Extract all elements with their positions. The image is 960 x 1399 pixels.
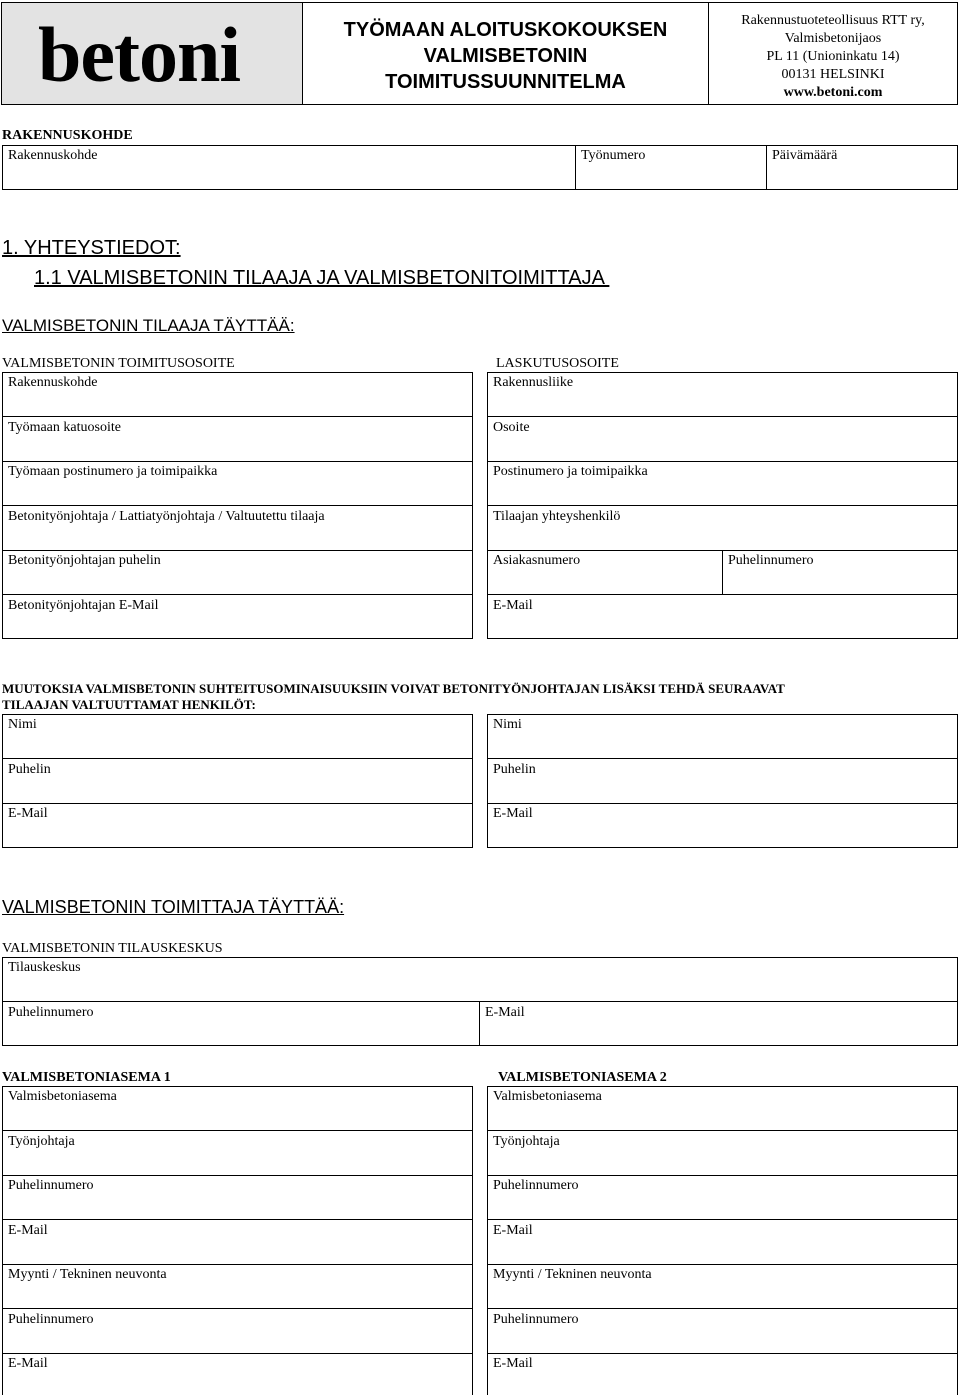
org-website[interactable]: www.betoni.com <box>783 85 883 100</box>
left-field[interactable] <box>2 550 473 594</box>
field-label: Työmaan postinumero ja toimipaikka <box>8 464 218 479</box>
person2-email[interactable] <box>487 803 958 848</box>
asema1-field[interactable] <box>2 1353 473 1395</box>
org-line: PL 11 (Unioninkatu 14) <box>766 49 900 64</box>
asema2-field[interactable] <box>487 1130 958 1175</box>
field-label: Puhelinnumero <box>8 1312 94 1327</box>
field-label: Tilaajan yhteyshenkilö <box>493 509 621 524</box>
asiakasnumero-field[interactable] <box>487 550 722 594</box>
field-label: E-Mail <box>485 1005 525 1020</box>
asema2-field[interactable] <box>487 1353 958 1395</box>
toimittaja-heading: VALMISBETONIN TOIMITTAJA TÄYTTÄÄ: <box>2 897 345 917</box>
field-label: Puhelin <box>8 762 51 777</box>
asema1-heading: VALMISBETONIASEMA 1 <box>2 1070 171 1085</box>
title-line: TYÖMAAN ALOITUSKOKOUKSEN <box>343 19 668 41</box>
tyonumero-field[interactable] <box>575 145 766 190</box>
field-label: Myynti / Tekninen neuvonta <box>493 1267 652 1282</box>
org-line: Valmisbetonijaos <box>784 31 882 46</box>
person2-puhelin[interactable] <box>487 758 958 803</box>
asema1-field[interactable] <box>2 1086 473 1130</box>
paivamaara-field[interactable] <box>766 145 958 190</box>
asema2-field[interactable] <box>487 1308 958 1353</box>
field-label: Tilauskeskus <box>8 960 81 975</box>
title-line: VALMISBETONIN <box>423 45 588 67</box>
field-label: Valmisbetoniasema <box>8 1089 117 1104</box>
puhelinnumero-field[interactable] <box>722 550 958 594</box>
logo: betoni <box>38 11 241 98</box>
field-label: E-Mail <box>493 1223 533 1238</box>
person1-email[interactable] <box>2 803 473 848</box>
left-field[interactable] <box>2 505 473 550</box>
field-label: Työnumero <box>581 148 646 163</box>
field-label: Puhelinnumero <box>493 1178 579 1193</box>
asema2-heading: VALMISBETONIASEMA 2 <box>498 1070 667 1085</box>
field-label: Myynti / Tekninen neuvonta <box>8 1267 167 1282</box>
left-field[interactable] <box>2 416 473 461</box>
field-label: Puhelinnumero <box>8 1178 94 1193</box>
field-label: E-Mail <box>493 1356 533 1371</box>
field-label: Betonityönjohtajan E-Mail <box>8 598 159 613</box>
section1-heading: 1. YHTEYSTIEDOT: <box>2 237 181 259</box>
field-label: E-Mail <box>8 1223 48 1238</box>
asema2-field[interactable] <box>487 1175 958 1219</box>
field-label: E-Mail <box>8 806 48 821</box>
field-label: Päivämäärä <box>772 148 838 163</box>
field-label: Rakennusliike <box>493 375 574 390</box>
toimitusosoite-heading: VALMISBETONIN TOIMITUSOSOITE <box>2 356 235 371</box>
laskutusosoite-heading: LASKUTUSOSOITE <box>496 356 619 371</box>
field-label: Työnjohtaja <box>493 1134 560 1149</box>
asema1-field[interactable] <box>2 1130 473 1175</box>
field-label: Nimi <box>8 717 37 732</box>
right-field[interactable] <box>487 505 958 550</box>
right-field[interactable] <box>487 461 958 505</box>
right-field[interactable] <box>487 594 958 639</box>
field-label: Betonityönjohtaja / Lattiatyönjohtaja / Valtuutettu tilaaja <box>8 509 325 524</box>
field-label: Osoite <box>493 420 530 435</box>
person2-nimi[interactable] <box>487 714 958 758</box>
org-line: Rakennustuoteteollisuus RTT ry, <box>741 13 925 28</box>
tilauskeskus-heading: VALMISBETONIN TILAUSKESKUS <box>2 941 223 956</box>
person1-nimi[interactable] <box>2 714 473 758</box>
field-label: Valmisbetoniasema <box>493 1089 602 1104</box>
field-label: Puhelinnumero <box>493 1312 579 1327</box>
left-field[interactable] <box>2 594 473 639</box>
rakennuskohde-field[interactable] <box>2 145 575 190</box>
field-label: Nimi <box>493 717 522 732</box>
field-label: Postinumero ja toimipaikka <box>493 464 648 479</box>
left-field[interactable] <box>2 372 473 416</box>
header-logo-box <box>1 2 303 105</box>
left-field[interactable] <box>2 461 473 505</box>
asema2-field[interactable] <box>487 1219 958 1264</box>
tilaaja-heading: VALMISBETONIN TILAAJA TÄYTTÄÄ: <box>2 316 295 335</box>
person1-puhelin[interactable] <box>2 758 473 803</box>
asema1-field[interactable] <box>2 1308 473 1353</box>
asema2-field[interactable] <box>487 1086 958 1130</box>
field-label: Asiakasnumero <box>493 553 581 568</box>
muutoksia-line: MUUTOKSIA VALMISBETONIN SUHTEITUSOMINAISUUKSIIN VOIVAT BETONITYÖNJOHTAJAN LISÄKSI TEHDÄ SEURAAVAT <box>2 681 785 696</box>
section1-subheading: 1.1 VALMISBETONIN TILAAJA JA VALMISBETONITOIMITTAJA <box>34 267 610 289</box>
right-field[interactable] <box>487 372 958 416</box>
tilauskeskus-field[interactable] <box>2 957 958 1001</box>
field-label: Betonityönjohtajan puhelin <box>8 553 161 568</box>
field-label: Rakennuskohde <box>8 375 98 390</box>
asema1-field[interactable] <box>2 1264 473 1308</box>
tilauskeskus-email[interactable] <box>479 1001 958 1046</box>
field-label: Rakennuskohde <box>8 148 98 163</box>
field-label: Työmaan katuosoite <box>8 420 121 435</box>
tilauskeskus-phone[interactable] <box>2 1001 479 1046</box>
field-label: E-Mail <box>493 598 533 613</box>
field-label: Työnjohtaja <box>8 1134 75 1149</box>
muutoksia-line: TILAAJAN VALTUUTTAMAT HENKILÖT: <box>2 697 256 712</box>
field-label: Puhelin <box>493 762 536 777</box>
field-label: Puhelinnumero <box>8 1005 94 1020</box>
rakennuskohde-heading: RAKENNUSKOHDE <box>2 128 133 143</box>
asema1-field[interactable] <box>2 1219 473 1264</box>
title-line: TOIMITUSSUUNNITELMA <box>385 71 626 93</box>
header-title-box <box>303 2 709 105</box>
asema1-field[interactable] <box>2 1175 473 1219</box>
field-label: Puhelinnumero <box>728 553 814 568</box>
asema2-field[interactable] <box>487 1264 958 1308</box>
right-field[interactable] <box>487 416 958 461</box>
field-label: E-Mail <box>493 806 533 821</box>
org-line: 00131 HELSINKI <box>781 67 885 82</box>
header-org-box <box>709 2 958 105</box>
field-label: E-Mail <box>8 1356 48 1371</box>
